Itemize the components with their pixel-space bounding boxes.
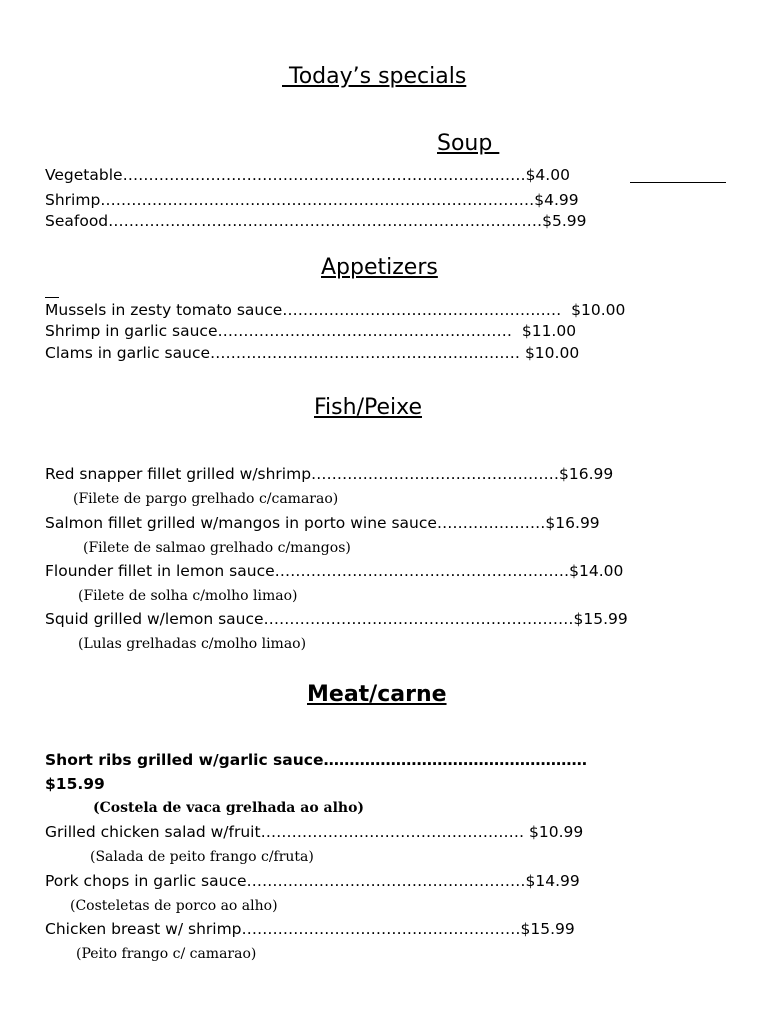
menu-item-translation: (Costela de vaca grelhada ao alho) — [93, 800, 365, 816]
menu-item-clams: Clams in garlic sauce…………………………………………………… $10.00 — [45, 344, 580, 362]
page-title: Today’s specials — [282, 64, 467, 89]
section-heading-soup: Soup — [437, 131, 500, 156]
menu-item-translation: (Filete de pargo grelhado c/camarao) — [73, 491, 339, 507]
menu-item-short-ribs: Short ribs grilled w/garlic sauce…………………………………………… — [45, 751, 587, 769]
menu-item-vegetable-soup: Vegetable……………………………………………………………………$4.00 — [45, 166, 570, 184]
menu-item-pork-chops: Pork chops in garlic sauce………………………………………………$14.99 — [45, 872, 580, 890]
menu-item-translation: (Lulas grelhadas c/molho limao) — [78, 636, 307, 652]
menu-item-translation: (Peito frango c/ camarao) — [76, 946, 257, 962]
section-heading-appetizers: Appetizers — [321, 255, 438, 280]
menu-item-red-snapper: Red snapper fillet grilled w/shrimp…………………………………………$16.99 — [45, 465, 614, 483]
menu-item-translation: (Filete de solha c/molho limao) — [78, 588, 298, 604]
menu-item-squid: Squid grilled w/lemon sauce……………………………………………………$15.99 — [45, 610, 628, 628]
menu-item-price: $15.99 — [45, 775, 105, 793]
menu-item-mussels: Mussels in zesty tomato sauce……………………………………………… $10.00 — [45, 301, 626, 319]
menu-item-flounder: Flounder fillet in lemon sauce…………………………………………………$14.00 — [45, 562, 624, 580]
underline-rule-small — [45, 297, 59, 298]
menu-item-seafood-soup: Seafood…………………………………………………………………………$5.99 — [45, 212, 587, 230]
menu-item-shrimp-garlic: Shrimp in garlic sauce………………………………………………… $11.00 — [45, 322, 577, 340]
menu-item-chicken-salad: Grilled chicken salad w/fruit…………………………………………… $10.99 — [45, 823, 584, 841]
menu-item-translation: (Costeletas de porco ao alho) — [70, 898, 278, 914]
section-heading-meat: Meat/carne — [307, 682, 447, 707]
menu-item-translation: (Filete de salmao grelhado c/mangos) — [83, 540, 351, 556]
section-heading-fish: Fish/Peixe — [314, 395, 422, 420]
menu-item-shrimp-soup: Shrimp…………………………………………………………………………$4.99 — [45, 191, 579, 209]
menu-item-chicken-breast: Chicken breast w/ shrimp………………………………………………$15.99 — [45, 920, 575, 938]
menu-item-translation: (Salada de peito frango c/fruta) — [90, 849, 314, 865]
underline-rule — [630, 182, 726, 183]
menu-item-salmon: Salmon fillet grilled w/mangos in porto wine sauce…………………$16.99 — [45, 514, 600, 532]
